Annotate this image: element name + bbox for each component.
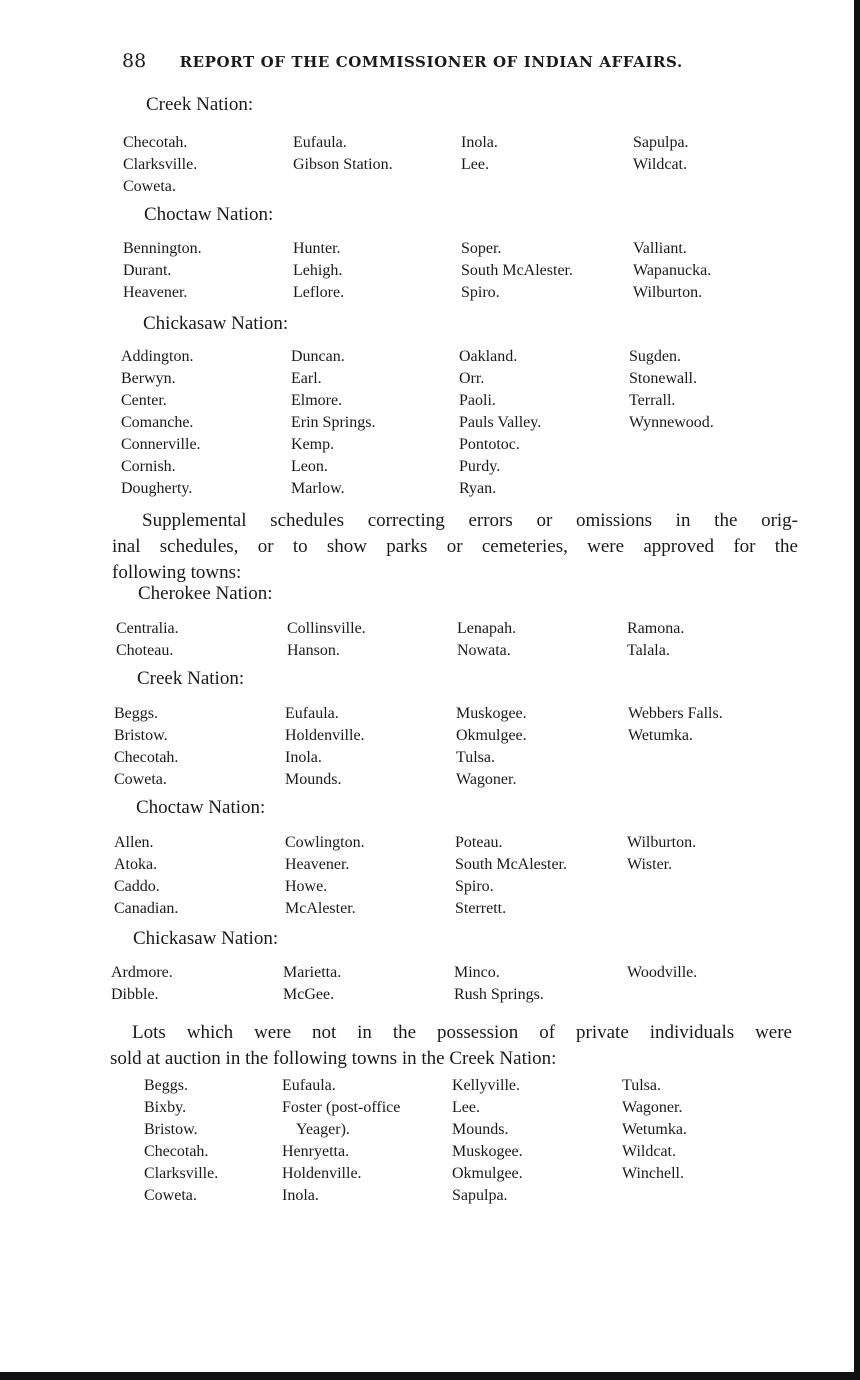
town-name: Webbers Falls. <box>628 705 723 722</box>
paragraph-line: Supplemental schedules correcting errors or omissions in the orig- <box>142 510 798 531</box>
town-name: Wilburton. <box>627 834 697 851</box>
town-name: Wilburton. <box>633 284 703 301</box>
town-name: Addington. <box>121 348 194 365</box>
town-name: Dougherty. <box>121 480 193 497</box>
town-column <box>455 832 627 920</box>
town-name: Purdy. <box>459 458 501 475</box>
page-number: 88 <box>122 50 147 72</box>
town-name: Rush Springs. <box>454 986 544 1003</box>
town-name: Lee. <box>452 1099 480 1116</box>
town-name: Checotah. <box>123 134 188 151</box>
page-edge-right <box>854 0 860 1372</box>
town-column <box>144 1075 282 1207</box>
town-column <box>628 703 768 791</box>
town-name: Heavener. <box>285 856 350 873</box>
town-name: Hunter. <box>293 240 341 257</box>
town-name: Connerville. <box>121 436 201 453</box>
town-name: Paoli. <box>459 392 496 409</box>
town-name: Coweta. <box>144 1187 197 1204</box>
town-column <box>454 962 627 1006</box>
town-name: Wetumka. <box>628 727 693 744</box>
town-name: Bristow. <box>144 1121 198 1138</box>
town-name: Okmulgee. <box>456 727 527 744</box>
town-column <box>629 346 769 500</box>
town-column <box>282 1075 452 1207</box>
town-column <box>627 618 767 662</box>
running-title: REPORT OF THE COMMISSIONER OF INDIAN AFFAIRS. <box>179 53 683 71</box>
town-name: Atoka. <box>114 856 158 873</box>
town-name: Stonewall. <box>629 370 697 387</box>
town-name: Marietta. <box>283 964 342 981</box>
heading-creek-nation: Creek Nation: <box>146 94 254 115</box>
heading-cherokee-nation: Cherokee Nation: <box>138 583 273 604</box>
town-column <box>123 132 293 198</box>
town-name: Henryetta. <box>282 1143 350 1160</box>
town-name: Clarksville. <box>144 1165 219 1182</box>
town-name: Orr. <box>459 370 485 387</box>
town-name: Nowata. <box>457 642 511 659</box>
town-name: Wildcat. <box>622 1143 676 1160</box>
town-name: Inola. <box>285 749 322 766</box>
town-name: Canadian. <box>114 900 179 917</box>
town-list-creek <box>123 132 773 198</box>
town-name: Bristow. <box>114 727 168 744</box>
town-name: Allen. <box>114 834 154 851</box>
town-column <box>123 238 293 304</box>
town-column <box>461 132 633 198</box>
town-name: Holdenville. <box>282 1165 362 1182</box>
town-list-auction <box>144 1075 762 1207</box>
town-name: Mounds. <box>285 771 342 788</box>
town-name: Eufaula. <box>285 705 339 722</box>
town-name: Wetumka. <box>622 1121 687 1138</box>
town-name: Hanson. <box>287 642 340 659</box>
town-list-chickasaw <box>121 346 769 500</box>
town-name: Mounds. <box>452 1121 509 1138</box>
town-name: Checotah. <box>144 1143 209 1160</box>
town-name: Caddo. <box>114 878 160 895</box>
running-header <box>122 50 742 72</box>
town-list-chickasaw <box>111 962 767 1006</box>
town-name: Elmore. <box>291 392 343 409</box>
town-name: Comanche. <box>121 414 194 431</box>
heading-creek-nation: Creek Nation: <box>137 668 245 689</box>
town-name: Valliant. <box>633 240 687 257</box>
paragraph-line: following towns: <box>112 562 242 583</box>
town-name: Sugden. <box>629 348 681 365</box>
town-name: Centralia. <box>116 620 179 637</box>
town-column <box>287 618 457 662</box>
town-name: Holdenville. <box>285 727 365 744</box>
town-name: Checotah. <box>114 749 179 766</box>
town-name: Kemp. <box>291 436 335 453</box>
town-column <box>114 832 285 920</box>
town-name: Wynnewood. <box>629 414 714 431</box>
town-name: Duncan. <box>291 348 345 365</box>
town-column <box>622 1075 762 1207</box>
town-name: Berwyn. <box>121 370 176 387</box>
town-column <box>293 132 461 198</box>
town-name: Muskogee. <box>452 1143 523 1160</box>
town-name: Leflore. <box>293 284 345 301</box>
town-list-choctaw <box>114 832 767 920</box>
page-edge-bottom <box>0 1372 860 1380</box>
town-list-creek <box>114 703 768 791</box>
town-name: Leon. <box>291 458 328 475</box>
town-name: McAlester. <box>285 900 356 917</box>
town-column <box>633 132 773 198</box>
town-name: Ardmore. <box>111 964 173 981</box>
town-column <box>627 832 767 920</box>
town-column <box>293 238 461 304</box>
town-column <box>627 962 767 1006</box>
town-column <box>457 618 627 662</box>
town-name: Bixby. <box>144 1099 187 1116</box>
town-column <box>285 832 455 920</box>
town-name: Heavener. <box>123 284 188 301</box>
town-column <box>283 962 454 1006</box>
town-name: Okmulgee. <box>452 1165 523 1182</box>
town-name: Tulsa. <box>622 1077 661 1094</box>
town-name: Marlow. <box>291 480 345 497</box>
town-name: Dibble. <box>111 986 159 1003</box>
town-name: Lee. <box>461 156 489 173</box>
town-column <box>452 1075 622 1207</box>
heading-choctaw-nation: Choctaw Nation: <box>144 204 274 225</box>
town-name: Inola. <box>461 134 498 151</box>
town-name: Tulsa. <box>456 749 495 766</box>
town-name: Soper. <box>461 240 502 257</box>
town-name: Durant. <box>123 262 172 279</box>
town-name: Beggs. <box>144 1077 188 1094</box>
town-name: Coweta. <box>114 771 167 788</box>
town-name: Pontotoc. <box>459 436 520 453</box>
town-column <box>456 703 628 791</box>
town-name: Howe. <box>285 878 328 895</box>
paragraph-line: inal schedules, or to show parks or cemeteries, were approved for the <box>112 536 798 557</box>
town-name: Minco. <box>454 964 500 981</box>
town-name: Cowlington. <box>285 834 365 851</box>
paragraph-auction-lots <box>110 1020 792 1072</box>
town-column <box>459 346 629 500</box>
town-name: Sterrett. <box>455 900 507 917</box>
heading-chickasaw-nation: Chickasaw Nation: <box>133 928 279 949</box>
town-name: Beggs. <box>114 705 158 722</box>
town-name: McGee. <box>283 986 335 1003</box>
town-name: Foster (post-office <box>282 1099 401 1116</box>
town-name: South McAlester. <box>455 856 567 873</box>
town-name: Spiro. <box>455 878 494 895</box>
town-name: Eufaula. <box>293 134 347 151</box>
town-column <box>461 238 633 304</box>
town-name: Yeager). <box>296 1121 350 1138</box>
town-name: Gibson Station. <box>293 156 393 173</box>
town-name: Woodville. <box>627 964 698 981</box>
town-name: Oakland. <box>459 348 518 365</box>
town-name: Sapulpa. <box>633 134 689 151</box>
town-name: Choteau. <box>116 642 174 659</box>
town-column <box>111 962 283 1006</box>
heading-chickasaw-nation: Chickasaw Nation: <box>143 313 289 334</box>
town-name: Clarksville. <box>123 156 198 173</box>
town-name: Terrall. <box>629 392 676 409</box>
town-column <box>114 703 285 791</box>
town-list-choctaw <box>123 238 773 304</box>
town-name: Bennington. <box>123 240 202 257</box>
town-name: Wapanucka. <box>633 262 712 279</box>
town-name: Wagoner. <box>622 1099 683 1116</box>
town-name: Lehigh. <box>293 262 343 279</box>
town-column <box>291 346 459 500</box>
town-name: Ramona. <box>627 620 685 637</box>
town-name: South McAlester. <box>461 262 573 279</box>
town-column <box>285 703 456 791</box>
town-name: Wildcat. <box>633 156 687 173</box>
town-column <box>121 346 291 500</box>
town-name: Center. <box>121 392 167 409</box>
town-name: Winchell. <box>622 1165 684 1182</box>
town-list-cherokee <box>116 618 767 662</box>
paragraph-line: Lots which were not in the possession of private individuals were <box>132 1022 792 1043</box>
town-name: Erin Springs. <box>291 414 376 431</box>
town-name: Inola. <box>282 1187 319 1204</box>
town-name: Talala. <box>627 642 670 659</box>
town-name: Cornish. <box>121 458 176 475</box>
town-name: Earl. <box>291 370 322 387</box>
paragraph-line: sold at auction in the following towns in the Creek Nation: <box>110 1048 557 1069</box>
town-name: Spiro. <box>461 284 500 301</box>
town-name: Pauls Valley. <box>459 414 542 431</box>
town-name: Sapulpa. <box>452 1187 508 1204</box>
town-name: Muskogee. <box>456 705 527 722</box>
town-name: Kellyville. <box>452 1077 520 1094</box>
town-name: Poteau. <box>455 834 503 851</box>
town-name: Lenapah. <box>457 620 517 637</box>
town-name: Wagoner. <box>456 771 517 788</box>
town-name: Ryan. <box>459 480 497 497</box>
paragraph-supplemental-schedules <box>112 508 798 586</box>
town-name: Eufaula. <box>282 1077 336 1094</box>
town-name: Collinsville. <box>287 620 366 637</box>
town-name: Wister. <box>627 856 673 873</box>
town-name: Coweta. <box>123 178 176 195</box>
heading-choctaw-nation: Choctaw Nation: <box>136 797 266 818</box>
town-column <box>633 238 773 304</box>
town-column <box>116 618 287 662</box>
